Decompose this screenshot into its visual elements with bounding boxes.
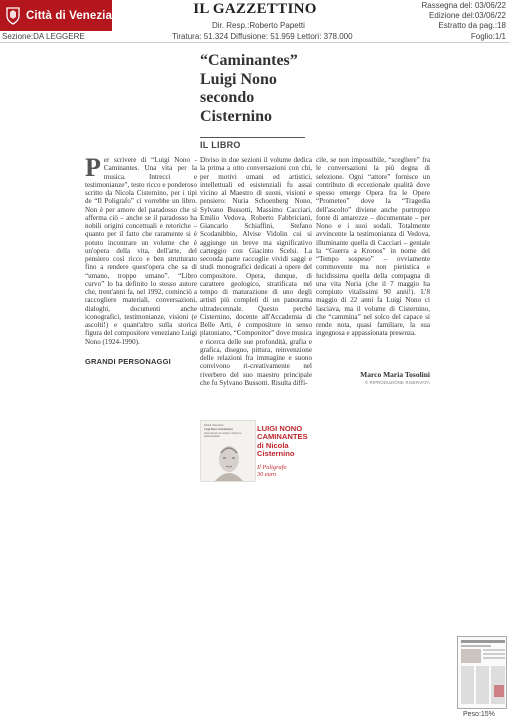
book-title xyxy=(257,425,313,459)
headline-line: secondo xyxy=(200,89,255,106)
headline-rule xyxy=(200,137,305,138)
rassegna-date: Rassegna del: 03/06/22 xyxy=(421,1,506,10)
logo-text: Città di Venezia xyxy=(26,9,112,22)
portrait-sketch-icon xyxy=(205,441,253,481)
cover-author: Nicola Cisternino xyxy=(204,424,224,427)
page-thumbnail xyxy=(457,636,507,709)
section-label: Sezione:DA LEGGERE xyxy=(2,32,85,41)
headline-line: Luigi Nono xyxy=(200,70,277,88)
article-headline xyxy=(200,52,310,126)
headline-line: “Caminantes” xyxy=(200,52,298,69)
headline-line: Cisternino xyxy=(200,107,272,125)
book-title-line: Cisternino xyxy=(257,449,295,459)
book-title-line: LUIGI NONO xyxy=(257,424,303,433)
article-column-3 xyxy=(316,156,430,338)
city-logo xyxy=(0,0,112,31)
book-title-line: CAMINANTES xyxy=(257,432,308,442)
venice-crest-icon xyxy=(0,0,26,31)
column-1-text: er scrivere di “Luigi Nono - Caminantes. Una vita per la musica. Intrecci e testimonianze”, testo ricco e ponderoso scritto da Nicola Cisternino, per i tipi de “Il Poligrafo” ci vorrebbe un libro. Non è per amore del paradosso che si afferma ciò – anche se il paradosso ha nobili origini concettuali e retoriche – quanto per il fatto che raramente si è potuto incontrare un volume che è un'opera della vita, dell'arte, del pensiero così ricco e ben strutturato fino a rendere quest'opera che sa di “umano, troppo umano”. “Libro curvo” lo ha definito lo stesso autore che, trent'anni fa, nel 1992, cominciò a raccogliere materiali, conversazioni, dialoghi, documenti anche iconografici, testimonianze, visioni (e ascolti!) e quant'altro sulla storica figura del compositore veneziano Luigi Nono (1924-1990). xyxy=(85,156,197,346)
cover-title: Luigi Nono Caminantes xyxy=(204,428,233,431)
book-price: 30 euro xyxy=(257,471,277,478)
article-column-2 xyxy=(200,156,312,387)
column-2-text: Diviso in due sezioni il volume dedica la prima a otto conversazioni con chi, per motivi umani ed artistici, intellettuali ed esistenziali fu assai vicino al Maestro di suoni, visioni e pensiero: Nuria Schoenberg Nono, Sylvano Bussotti, Massimo Cacciari, Emilio Vedova, Roberto Fabbriciani, Giancarlo Schiaffini, Stefano Scodanibbio, Alvise Vidolin cui si aggiunge un breve ma significativo carteggio con Giacinto Scelsi. La seconda parte raccoglie vividi saggi e studi monografici dedicati a opere del compositore. Opera, dunque, di carattere geologico, stratificata nel tempo di maturazione di uno degli artisti più completi di un panorama ultradecennale. Questo perché Cisternino, docente all'Accademia di Belle Arti, è compositore in senso platoniano, “Componitor” dove musica e ricerca delle sue profondità, grafia e grafica, disegno, pittura, reinvenzione delle relazioni fra immagine e suono convivono ri-creativamente nel riverbero del suo maestro principale che fu Sylvano Bussotti. Risulta diffi- xyxy=(200,156,312,387)
circulation-info: Tiratura: 51.324 Diffusione: 51.959 Lettori: 378.000 xyxy=(172,32,353,41)
tag-grandi-personaggi: GRANDI PERSONAGGI xyxy=(85,357,171,366)
director-info: Dir. Resp.:Roberto Papetti xyxy=(212,21,305,30)
author-signature: Marco Maria Tosolini xyxy=(360,370,430,379)
article-kicker: IL LIBRO xyxy=(200,140,241,150)
book-publisher: Il Poligrafo xyxy=(257,464,287,471)
cover-subtitle: Una vita per la musica. Intrecci e testimonianze xyxy=(204,432,242,438)
newspaper-masthead: IL GAZZETTINO xyxy=(193,1,317,17)
sheet-number: Foglio:1/1 xyxy=(470,32,506,41)
book-cover-block xyxy=(200,420,310,483)
copyright-notice: © RIPRODUZIONE RISERVATA xyxy=(364,380,430,385)
header-divider xyxy=(0,42,510,43)
book-title-line: di Nicola xyxy=(257,440,289,450)
edition-date: Edizione del:03/06/22 xyxy=(429,11,506,20)
drop-cap: P xyxy=(85,153,101,182)
page-extract: Estratto da pag.:18 xyxy=(438,21,506,30)
weight-label: Peso:15% xyxy=(463,711,495,718)
column-3-text: cile, se non impossibile, “scegliere” fra le conversazioni la più degna di selezione. Ogni “attore” fornisce un contributo di eccezionale qualità dove spesso emerge Opera fra le Opere “Prometeo” dove la “Tragedia dell'ascolto” diviene anche purtroppo fonte di amarezze – documentate – per Nono e i suoi sodali. Totalmente avvincente la testimonianza di Vedova, illuminante quella di Cacciari – geniale la “Guerra a Kronos” in nome del “Tempo sospeso” – ovviamente commovente ma non pietistica e lucidissima quella della compagna di una vita Nuria (che il 7 maggio ha compiuto vitalissimi 90 anni!). L'8 maggio di 22 anni fa Luigi Nono ci lasciava, ma il volume di Cisternino, che “cammina” nel solco del capace si rende nota, quasi familiare, la sua ingegnosa e appassionata presenza. xyxy=(316,156,430,338)
article-column-1 xyxy=(85,153,197,346)
book-cover-image xyxy=(200,420,256,482)
